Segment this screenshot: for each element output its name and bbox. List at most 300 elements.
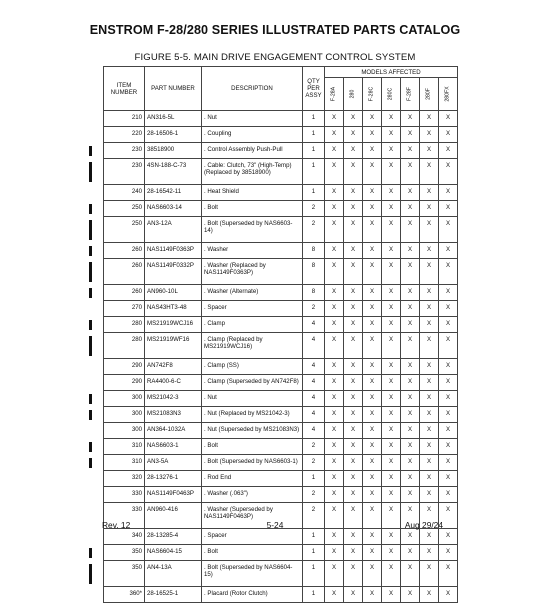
model-applicability-cell: X xyxy=(382,259,401,285)
model-applicability-cell: X xyxy=(344,259,363,285)
description-cell: . Cable: Clutch, 73" (High-Temp) (Replaced by 38518900) xyxy=(202,159,303,185)
model-applicability-cell: X xyxy=(363,285,382,301)
revision-change-bar xyxy=(89,442,92,452)
model-applicability-cell: X xyxy=(363,185,382,201)
model-applicability-cell: X xyxy=(363,455,382,471)
description-cell: . Bolt (Superseded by NAS6603-1) xyxy=(202,455,303,471)
model-applicability-cell: X xyxy=(401,587,420,603)
qty-cell: 2 xyxy=(303,455,325,471)
model-applicability-cell: X xyxy=(401,359,420,375)
table-row xyxy=(104,359,458,375)
table-row xyxy=(104,587,458,603)
header-models-affected: MODELS AFFECTED xyxy=(325,67,458,78)
model-applicability-cell: X xyxy=(401,487,420,503)
item-number-cell: 240 xyxy=(104,185,145,201)
description-cell: . Coupling xyxy=(202,127,303,143)
revision-change-bar xyxy=(89,146,92,156)
qty-cell: 2 xyxy=(303,301,325,317)
model-applicability-cell: X xyxy=(344,375,363,391)
item-number-cell: 360* xyxy=(104,587,145,603)
qty-cell: 4 xyxy=(303,375,325,391)
part-number-cell: 28-13285-4 xyxy=(145,529,202,545)
description-cell: . Clamp (SS) xyxy=(202,359,303,375)
table-row xyxy=(104,471,458,487)
model-applicability-cell: X xyxy=(420,285,439,301)
table-row xyxy=(104,301,458,317)
part-number-cell: 38518900 xyxy=(145,143,202,159)
revision-change-bar xyxy=(89,246,92,256)
revision-change-bar xyxy=(89,204,92,214)
description-cell: . Control Assembly Push-Pull xyxy=(202,143,303,159)
model-applicability-cell: X xyxy=(401,439,420,455)
model-applicability-cell: X xyxy=(363,487,382,503)
model-applicability-cell: X xyxy=(420,333,439,359)
table-row xyxy=(104,407,458,423)
model-applicability-cell: X xyxy=(401,391,420,407)
model-applicability-cell: X xyxy=(439,391,458,407)
qty-cell: 4 xyxy=(303,333,325,359)
qty-cell: 1 xyxy=(303,185,325,201)
part-number-cell: AN316-5L xyxy=(145,111,202,127)
item-number-cell: 280 xyxy=(104,333,145,359)
model-applicability-cell: X xyxy=(325,185,344,201)
revision-change-bar xyxy=(89,162,92,182)
part-number-cell: AN960-416 xyxy=(145,503,202,529)
model-applicability-cell: X xyxy=(363,333,382,359)
part-number-cell: AN742F8 xyxy=(145,359,202,375)
model-applicability-cell: X xyxy=(344,487,363,503)
model-applicability-cell: X xyxy=(325,503,344,529)
part-number-cell: AN4-13A xyxy=(145,561,202,587)
model-applicability-cell: X xyxy=(325,301,344,317)
item-number-cell: 330 xyxy=(104,487,145,503)
item-number-cell: 320 xyxy=(104,471,145,487)
model-applicability-cell: X xyxy=(382,285,401,301)
model-applicability-cell: X xyxy=(439,471,458,487)
item-number-cell: 330 xyxy=(104,503,145,529)
model-applicability-cell: X xyxy=(439,561,458,587)
model-applicability-cell: X xyxy=(382,301,401,317)
model-applicability-cell: X xyxy=(344,561,363,587)
item-number-cell: 230 xyxy=(104,159,145,185)
model-applicability-cell: X xyxy=(325,333,344,359)
qty-cell: 4 xyxy=(303,317,325,333)
model-applicability-cell: X xyxy=(439,259,458,285)
model-applicability-cell: X xyxy=(325,439,344,455)
table-row xyxy=(104,529,458,545)
part-number-cell: AN364-1032A xyxy=(145,423,202,439)
model-applicability-cell: X xyxy=(382,111,401,127)
model-applicability-cell: X xyxy=(325,529,344,545)
table-row xyxy=(104,111,458,127)
description-cell: . Washer (.063") xyxy=(202,487,303,503)
model-applicability-cell: X xyxy=(420,259,439,285)
model-applicability-cell: X xyxy=(382,333,401,359)
model-applicability-cell: X xyxy=(420,529,439,545)
model-applicability-cell: X xyxy=(382,455,401,471)
model-applicability-cell: X xyxy=(401,471,420,487)
qty-cell: 1 xyxy=(303,143,325,159)
model-applicability-cell: X xyxy=(420,301,439,317)
model-applicability-cell: X xyxy=(401,407,420,423)
table-row xyxy=(104,333,458,359)
model-applicability-cell: X xyxy=(439,487,458,503)
model-applicability-cell: X xyxy=(439,217,458,243)
model-applicability-cell: X xyxy=(382,423,401,439)
model-applicability-cell: X xyxy=(344,111,363,127)
model-label: 280 xyxy=(349,89,356,99)
model-applicability-cell: X xyxy=(439,333,458,359)
model-applicability-cell: X xyxy=(420,243,439,259)
revision-change-bar xyxy=(89,394,92,404)
model-applicability-cell: X xyxy=(344,587,363,603)
description-cell: . Bolt xyxy=(202,545,303,561)
model-applicability-cell: X xyxy=(420,217,439,243)
model-applicability-cell: X xyxy=(363,143,382,159)
qty-cell: 4 xyxy=(303,423,325,439)
item-number-cell: 280 xyxy=(104,317,145,333)
table-row xyxy=(104,185,458,201)
revision-change-bar xyxy=(89,458,92,468)
model-applicability-cell: X xyxy=(344,391,363,407)
description-cell: . Spacer xyxy=(202,301,303,317)
qty-cell: 1 xyxy=(303,529,325,545)
header-qty-per-assy: QTY PER ASSY xyxy=(303,67,325,111)
model-applicability-cell: X xyxy=(401,185,420,201)
model-applicability-cell: X xyxy=(401,317,420,333)
model-applicability-cell: X xyxy=(401,217,420,243)
header-model xyxy=(363,78,382,111)
model-applicability-cell: X xyxy=(439,375,458,391)
model-label: 280FX xyxy=(444,86,451,102)
item-number-cell: 260 xyxy=(104,243,145,259)
model-applicability-cell: X xyxy=(382,487,401,503)
qty-cell: 4 xyxy=(303,407,325,423)
model-applicability-cell: X xyxy=(401,127,420,143)
model-applicability-cell: X xyxy=(344,301,363,317)
description-cell: . Nut xyxy=(202,391,303,407)
qty-cell: 1 xyxy=(303,111,325,127)
model-applicability-cell: X xyxy=(401,423,420,439)
model-applicability-cell: X xyxy=(439,529,458,545)
revision-change-bar xyxy=(89,288,92,298)
table-row xyxy=(104,243,458,259)
model-applicability-cell: X xyxy=(439,143,458,159)
model-applicability-cell: X xyxy=(439,407,458,423)
model-applicability-cell: X xyxy=(439,301,458,317)
item-number-cell: 230 xyxy=(104,143,145,159)
model-applicability-cell: X xyxy=(420,545,439,561)
footer-revision: Rev. 12 xyxy=(102,520,131,530)
part-number-cell: NAS1149F0463P xyxy=(145,487,202,503)
model-applicability-cell: X xyxy=(325,391,344,407)
part-number-cell: 4SN-188-C-73 xyxy=(145,159,202,185)
model-applicability-cell: X xyxy=(401,259,420,285)
model-label: 280C xyxy=(387,87,394,101)
description-cell: . Clamp xyxy=(202,317,303,333)
model-applicability-cell: X xyxy=(325,243,344,259)
qty-cell: 2 xyxy=(303,201,325,217)
model-applicability-cell: X xyxy=(344,159,363,185)
model-applicability-cell: X xyxy=(420,201,439,217)
model-applicability-cell: X xyxy=(344,217,363,243)
table-row xyxy=(104,487,458,503)
model-applicability-cell: X xyxy=(401,143,420,159)
table-row xyxy=(104,545,458,561)
model-applicability-cell: X xyxy=(325,285,344,301)
model-applicability-cell: X xyxy=(344,423,363,439)
model-applicability-cell: X xyxy=(401,545,420,561)
model-applicability-cell: X xyxy=(420,407,439,423)
model-applicability-cell: X xyxy=(363,159,382,185)
table-row xyxy=(104,423,458,439)
description-cell: . Placard (Rotor Clutch) xyxy=(202,587,303,603)
description-cell: . Clamp (Replaced by MS21919WCJ16) xyxy=(202,333,303,359)
item-number-cell: 350 xyxy=(104,561,145,587)
model-applicability-cell: X xyxy=(439,285,458,301)
description-cell: . Bolt (Superseded by NAS6604-15) xyxy=(202,561,303,587)
revision-change-bar xyxy=(89,564,92,584)
model-applicability-cell: X xyxy=(420,159,439,185)
revision-change-bar xyxy=(89,336,92,356)
model-applicability-cell: X xyxy=(382,185,401,201)
model-applicability-cell: X xyxy=(363,391,382,407)
table-row xyxy=(104,375,458,391)
model-applicability-cell: X xyxy=(325,545,344,561)
model-applicability-cell: X xyxy=(363,243,382,259)
part-number-cell: 28-13276-1 xyxy=(145,471,202,487)
part-number-cell: NAS6603-1 xyxy=(145,439,202,455)
model-applicability-cell: X xyxy=(439,545,458,561)
model-applicability-cell: X xyxy=(325,407,344,423)
model-applicability-cell: X xyxy=(344,333,363,359)
catalog-title: ENSTROM F-28/280 SERIES ILLUSTRATED PARTS CATALOG xyxy=(89,23,461,37)
model-applicability-cell: X xyxy=(401,529,420,545)
model-applicability-cell: X xyxy=(344,439,363,455)
model-applicability-cell: X xyxy=(382,545,401,561)
qty-cell: 1 xyxy=(303,545,325,561)
model-applicability-cell: X xyxy=(401,111,420,127)
model-applicability-cell: X xyxy=(420,359,439,375)
model-applicability-cell: X xyxy=(382,375,401,391)
header-model xyxy=(401,78,420,111)
item-number-cell: 250 xyxy=(104,201,145,217)
item-number-cell: 260 xyxy=(104,259,145,285)
part-number-cell: NAS1149F0332P xyxy=(145,259,202,285)
model-applicability-cell: X xyxy=(363,439,382,455)
qty-cell: 8 xyxy=(303,243,325,259)
model-applicability-cell: X xyxy=(325,201,344,217)
model-applicability-cell: X xyxy=(420,391,439,407)
model-applicability-cell: X xyxy=(439,127,458,143)
table-row xyxy=(104,455,458,471)
header-model xyxy=(344,78,363,111)
description-cell: . Bolt (Superseded by NAS6603-14) xyxy=(202,217,303,243)
model-applicability-cell: X xyxy=(325,111,344,127)
model-applicability-cell: X xyxy=(344,185,363,201)
description-cell: . Heat Shield xyxy=(202,185,303,201)
part-number-cell: NAS1149F0363P xyxy=(145,243,202,259)
model-applicability-cell: X xyxy=(439,243,458,259)
model-applicability-cell: X xyxy=(363,423,382,439)
table-row xyxy=(104,317,458,333)
item-number-cell: 350 xyxy=(104,545,145,561)
model-applicability-cell: X xyxy=(439,159,458,185)
qty-cell: 2 xyxy=(303,487,325,503)
model-applicability-cell: X xyxy=(420,561,439,587)
model-applicability-cell: X xyxy=(363,111,382,127)
item-number-cell: 310 xyxy=(104,439,145,455)
model-applicability-cell: X xyxy=(344,243,363,259)
model-applicability-cell: X xyxy=(363,471,382,487)
model-applicability-cell: X xyxy=(401,455,420,471)
model-applicability-cell: X xyxy=(420,317,439,333)
qty-cell: 8 xyxy=(303,285,325,301)
model-applicability-cell: X xyxy=(420,455,439,471)
model-applicability-cell: X xyxy=(420,423,439,439)
part-number-cell: AN3-5A xyxy=(145,455,202,471)
model-applicability-cell: X xyxy=(420,143,439,159)
model-applicability-cell: X xyxy=(439,439,458,455)
header-model xyxy=(439,78,458,111)
model-applicability-cell: X xyxy=(325,127,344,143)
model-applicability-cell: X xyxy=(439,185,458,201)
header-item-number: ITEM NUMBER xyxy=(104,67,145,111)
model-applicability-cell: X xyxy=(363,545,382,561)
model-applicability-cell: X xyxy=(420,375,439,391)
model-label: 280F xyxy=(425,88,432,100)
header-description: DESCRIPTION xyxy=(202,67,303,111)
revision-change-bar xyxy=(89,320,92,330)
table-row xyxy=(104,391,458,407)
model-applicability-cell: X xyxy=(401,285,420,301)
part-number-cell: NAS6603-14 xyxy=(145,201,202,217)
description-cell: . Bolt xyxy=(202,439,303,455)
model-applicability-cell: X xyxy=(325,587,344,603)
revision-change-bar xyxy=(89,548,92,558)
model-applicability-cell: X xyxy=(325,455,344,471)
part-number-cell: MS21083N3 xyxy=(145,407,202,423)
item-number-cell: 310 xyxy=(104,455,145,471)
model-applicability-cell: X xyxy=(344,455,363,471)
model-applicability-cell: X xyxy=(363,317,382,333)
model-applicability-cell: X xyxy=(363,259,382,285)
figure-caption: FIGURE 5-5. MAIN DRIVE ENGAGEMENT CONTROL SYSTEM xyxy=(134,52,416,63)
item-number-cell: 340 xyxy=(104,529,145,545)
model-applicability-cell: X xyxy=(439,455,458,471)
qty-cell: 1 xyxy=(303,561,325,587)
model-applicability-cell: X xyxy=(325,143,344,159)
model-label: F-28F xyxy=(406,87,413,101)
header-model xyxy=(382,78,401,111)
qty-cell: 2 xyxy=(303,503,325,529)
description-cell: . Bolt xyxy=(202,201,303,217)
revision-change-bar xyxy=(89,410,92,420)
model-applicability-cell: X xyxy=(325,217,344,243)
model-applicability-cell: X xyxy=(344,317,363,333)
description-cell: . Nut (Superseded by MS21083N3) xyxy=(202,423,303,439)
model-applicability-cell: X xyxy=(439,317,458,333)
model-applicability-cell: X xyxy=(344,407,363,423)
model-applicability-cell: X xyxy=(363,587,382,603)
model-applicability-cell: X xyxy=(420,471,439,487)
footer-page-number: 5-24 xyxy=(266,520,284,530)
model-applicability-cell: X xyxy=(382,201,401,217)
model-applicability-cell: X xyxy=(325,471,344,487)
table-row xyxy=(104,285,458,301)
description-cell: . Washer (Superseded by NAS1149F0463P) xyxy=(202,503,303,529)
qty-cell: 8 xyxy=(303,259,325,285)
model-applicability-cell: X xyxy=(401,375,420,391)
model-applicability-cell: X xyxy=(420,487,439,503)
model-applicability-cell: X xyxy=(344,529,363,545)
part-number-cell: MS21919WF16 xyxy=(145,333,202,359)
model-applicability-cell: X xyxy=(439,111,458,127)
table-row xyxy=(104,561,458,587)
item-number-cell: 300 xyxy=(104,407,145,423)
header-model xyxy=(325,78,344,111)
description-cell: . Nut (Replaced by MS21042-3) xyxy=(202,407,303,423)
model-applicability-cell: X xyxy=(382,391,401,407)
item-number-cell: 290 xyxy=(104,375,145,391)
item-number-cell: 260 xyxy=(104,285,145,301)
part-number-cell: 28-16542-11 xyxy=(145,185,202,201)
part-number-cell: MS21919WCJ16 xyxy=(145,317,202,333)
qty-cell: 2 xyxy=(303,217,325,243)
model-applicability-cell: X xyxy=(344,285,363,301)
model-applicability-cell: X xyxy=(439,587,458,603)
model-applicability-cell: X xyxy=(363,375,382,391)
model-applicability-cell: X xyxy=(382,317,401,333)
qty-cell: 1 xyxy=(303,587,325,603)
model-applicability-cell: X xyxy=(401,301,420,317)
model-applicability-cell: X xyxy=(420,111,439,127)
model-applicability-cell: X xyxy=(363,127,382,143)
model-applicability-cell: X xyxy=(382,359,401,375)
qty-cell: 4 xyxy=(303,391,325,407)
model-applicability-cell: X xyxy=(382,243,401,259)
model-applicability-cell: X xyxy=(325,359,344,375)
model-applicability-cell: X xyxy=(420,185,439,201)
table-row xyxy=(104,259,458,285)
model-applicability-cell: X xyxy=(401,561,420,587)
item-number-cell: 300 xyxy=(104,391,145,407)
model-applicability-cell: X xyxy=(420,503,439,529)
table-row xyxy=(104,201,458,217)
part-number-cell: RA4400-6-C xyxy=(145,375,202,391)
item-number-cell: 250 xyxy=(104,217,145,243)
model-applicability-cell: X xyxy=(344,127,363,143)
model-applicability-cell: X xyxy=(420,127,439,143)
description-cell: . Washer xyxy=(202,243,303,259)
model-applicability-cell: X xyxy=(363,301,382,317)
part-number-cell: 28-16525-1 xyxy=(145,587,202,603)
model-applicability-cell: X xyxy=(382,529,401,545)
table-row xyxy=(104,159,458,185)
header-model xyxy=(420,78,439,111)
revision-change-bar xyxy=(89,262,92,282)
part-number-cell: NAS6604-15 xyxy=(145,545,202,561)
model-applicability-cell: X xyxy=(382,127,401,143)
table-row xyxy=(104,127,458,143)
qty-cell: 4 xyxy=(303,359,325,375)
model-applicability-cell: X xyxy=(401,503,420,529)
model-applicability-cell: X xyxy=(382,217,401,243)
model-applicability-cell: X xyxy=(401,159,420,185)
model-applicability-cell: X xyxy=(363,217,382,243)
qty-cell: 1 xyxy=(303,159,325,185)
description-cell: . Washer (Replaced by NAS1149F0363P) xyxy=(202,259,303,285)
